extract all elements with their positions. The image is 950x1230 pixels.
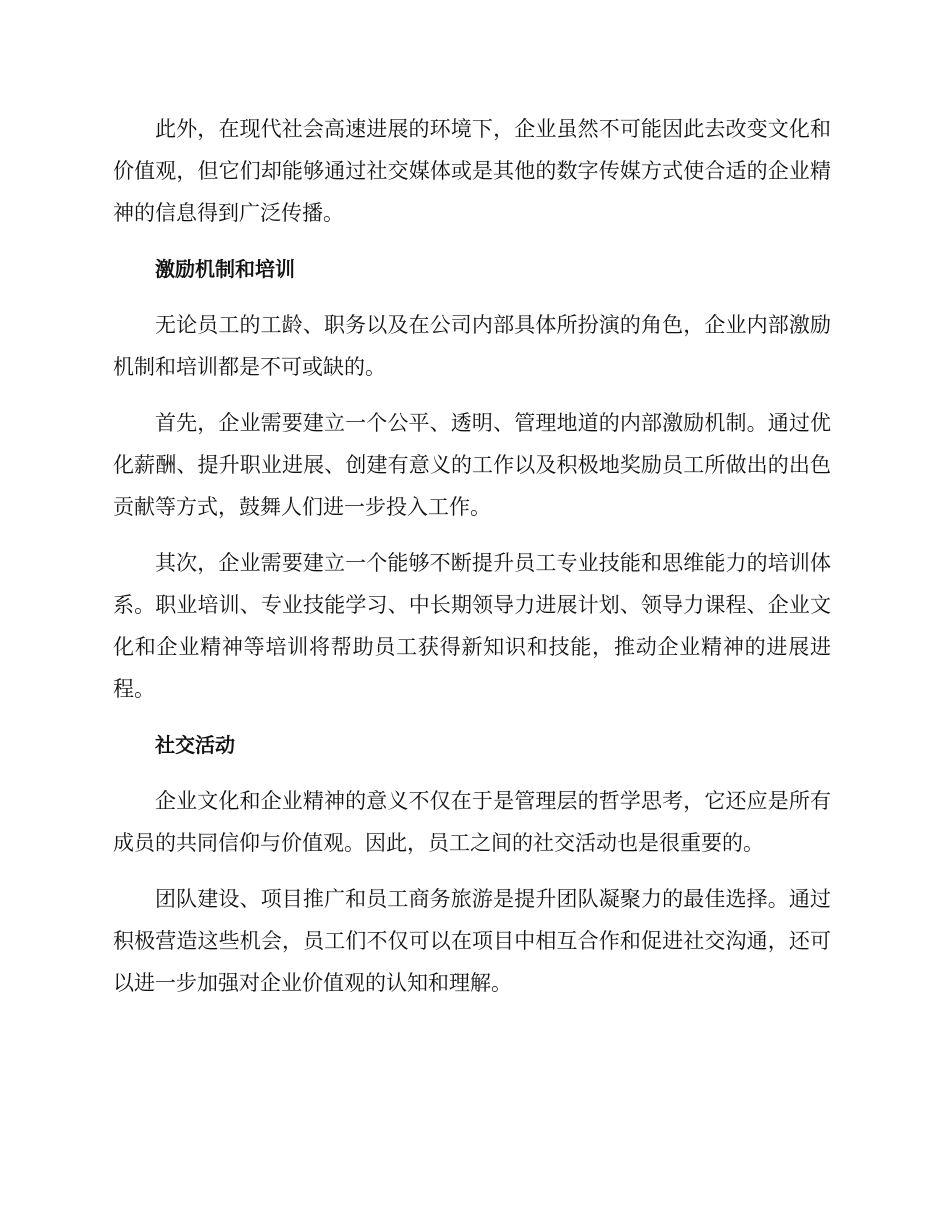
paragraph-training-system: 其次，企业需要建立一个能够不断提升员工专业技能和思维能力的培训体系。职业培训、专业技能学习、中长期领导力进展计划、领导力课程、企业文化和企业精神等培训将帮助员工获得新知识和技能，推动企业精神的进展进程。 <box>113 551 831 701</box>
section-heading-social-activities: 社交活动 <box>155 733 235 757</box>
section-heading-incentives-training: 激励机制和培训 <box>155 257 295 281</box>
document-body <box>113 108 831 1018</box>
paragraph-team-building: 团队建设、项目推广和员工商务旅游是提升团队凝聚力的最佳选择。通过积极营造这些机会，员工们不仅可以在项目中相互合作和促进社交沟通，还可以进一步加强对企业价值观的认知和理解。 <box>113 887 831 995</box>
paragraph-incentives-intro: 无论员工的工龄、职务以及在公司内部具体所扮演的角色，企业内部激励机制和培训都是不可或缺的。 <box>113 313 831 379</box>
paragraph-digital-media: 此外，在现代社会高速进展的环境下，企业虽然不可能因此去改变文化和价值观，但它们却能够通过社交媒体或是其他的数字传媒方式使合适的企业精神的信息得到广泛传播。 <box>113 117 831 225</box>
paragraph-incentive-mechanism: 首先，企业需要建立一个公平、透明、管理地道的内部激励机制。通过优化薪酬、提升职业进展、创建有意义的工作以及积极地奖励员工所做出的出色贡献等方式，鼓舞人们进一步投入工作。 <box>113 411 831 519</box>
paragraph-shared-values: 企业文化和企业精神的意义不仅在于是管理层的哲学思考，它还应是所有成员的共同信仰与价值观。因此，员工之间的社交活动也是很重要的。 <box>113 789 831 855</box>
